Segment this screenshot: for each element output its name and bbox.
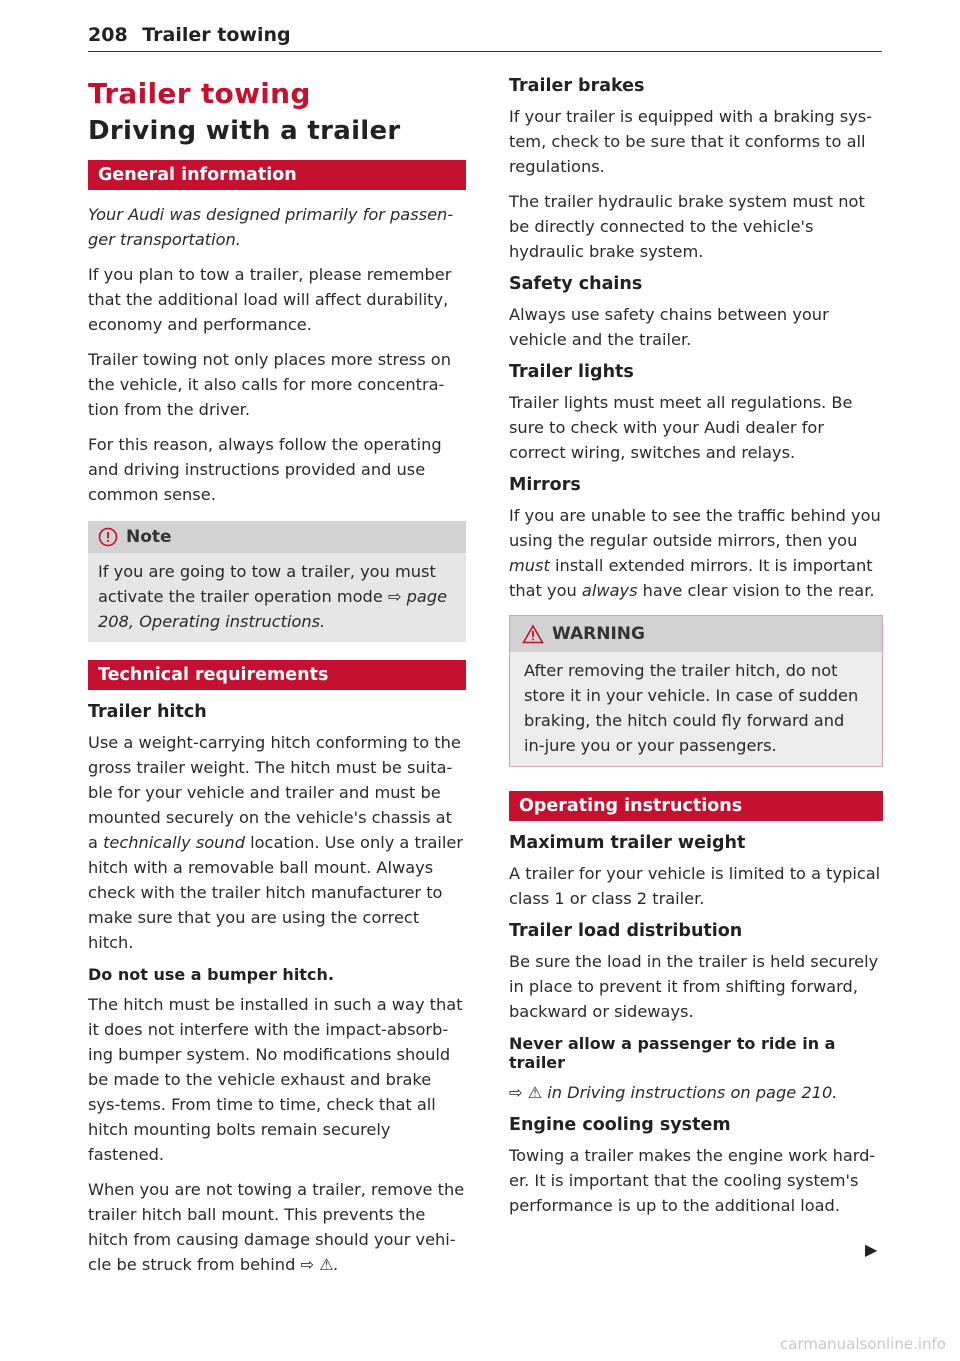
engine-cooling-paragraph: Towing a trailer makes the engine work hard-er. It is important that the cooling system's performance is up to the additional load. — [509, 1146, 876, 1215]
warning-reference-link[interactable]: ⇨ ⚠. — [300, 1255, 339, 1274]
trailer-lights-paragraph: Trailer lights must meet all regulations. Be sure to check with your Audi dealer for correct wiring, switches and relays. — [509, 393, 853, 462]
operating-instructions-bar: Operating instructions — [509, 791, 883, 821]
note-icon — [98, 527, 118, 547]
bumper-hitch-paragraph: The hitch must be installed in such a way that it does not interfere with the impact-absorb-ing bumper system. No modifications should be made to the vehicle exhaust and brake sys-tems. From time to time, check that all hitch mounting bolts remain securely fastened. — [88, 995, 463, 1164]
warning-header — [510, 616, 882, 652]
section-title: Driving with a trailer — [88, 116, 401, 146]
paragraph-stress: Trailer towing not only places more stress on the vehicle, it also calls for more concentra-tion from the driver. — [88, 350, 451, 419]
engine-cooling-heading: Engine cooling system — [509, 1115, 731, 1135]
paragraph-load: If you plan to tow a trailer, please remember that the additional load will affect durability, economy and performance. — [88, 265, 452, 334]
max-trailer-weight-paragraph: A trailer for your vehicle is limited to a typical class 1 or class 2 trailer. — [509, 864, 881, 908]
general-information-bar: General information — [88, 160, 466, 190]
warning-text: After removing the trailer hitch, do not store it in your vehicle. In case of sudden braking, the hitch could fly forward and in-jure you or your passengers. — [524, 661, 859, 755]
mirrors-heading: Mirrors — [509, 475, 581, 495]
load-distribution-paragraph: Be sure the load in the trailer is held securely in place to prevent it from shifting forward, backward or sideways. — [509, 952, 879, 1021]
trailer-hitch-paragraph: Use a weight-carrying hitch conforming to the gross trailer weight. The hitch must be suita-ble for your vehicle and trailer and must be mounted securely on the vehicle's chassis at a technically sound location. Use only a trailer hitch with a removable ball mount. Always check with the trailer hitch manufacturer to make sure that you are using the correct hitch. — [88, 733, 464, 952]
chapter-title: Trailer towing — [88, 77, 311, 110]
note-reference-link[interactable]: ⇨ page 208, Operating instructions. — [98, 587, 448, 631]
right-column — [509, 72, 883, 1228]
remove-hitch-paragraph: When you are not towing a trailer, remove the trailer hitch ball mount. This prevents the hitch from causing damage should your vehi-cle be struck from behind ⇨ ⚠. — [88, 1180, 465, 1274]
brakes-paragraph-2: The trailer hydraulic brake system must not be directly connected to the vehicle's hydraulic brake system. — [509, 192, 865, 261]
continue-arrow-icon: ▶ — [865, 1240, 878, 1259]
note-text: If you are going to tow a trailer, you must activate the trailer operation mode — [98, 562, 436, 606]
passenger-heading: Never allow a passenger to ride in a trailer — [509, 1034, 836, 1072]
bumper-hitch-heading: Do not use a bumper hitch. — [88, 965, 334, 984]
trailer-hitch-heading: Trailer hitch — [88, 702, 207, 722]
page-number: 208 — [88, 24, 128, 46]
paragraph-common-sense: For this reason, always follow the operating and driving instructions provided and use common sense. — [88, 435, 442, 504]
header-divider — [88, 51, 882, 52]
safety-chains-heading: Safety chains — [509, 274, 643, 294]
load-distribution-heading: Trailer load distribution — [509, 921, 743, 941]
running-title: Trailer towing — [142, 24, 291, 46]
technical-requirements-bar: Technical requirements — [88, 660, 466, 690]
page-header — [88, 24, 291, 46]
brakes-paragraph-1: If your trailer is equipped with a braking sys-tem, check to be sure that it conforms to all regulations. — [509, 107, 873, 176]
left-column — [88, 72, 466, 1287]
warning-title: WARNING — [552, 624, 645, 644]
trailer-lights-heading: Trailer lights — [509, 362, 634, 382]
max-trailer-weight-heading: Maximum trailer weight — [509, 833, 746, 853]
note-header — [88, 521, 466, 553]
warning-icon — [522, 624, 544, 644]
mirrors-paragraph: If you are unable to see the traffic behind you using the regular outside mirrors, then you must install extended mirrors. It is important that you always have clear vision to the rear. — [509, 506, 881, 600]
note-title: Note — [126, 527, 172, 547]
safety-chains-paragraph: Always use safety chains between your vehicle and the trailer. — [509, 305, 829, 349]
trailer-brakes-heading: Trailer brakes — [509, 76, 645, 96]
note-box — [88, 521, 466, 642]
watermark: carmanualsonline.info — [780, 1335, 946, 1353]
warning-box — [509, 615, 883, 767]
driving-instructions-link[interactable]: ⇨ ⚠ in Driving instructions on page 210. — [509, 1083, 838, 1102]
passenger-reference — [509, 1080, 883, 1105]
intro-text: Your Audi was designed primarily for passen-ger transportation. — [88, 205, 454, 249]
